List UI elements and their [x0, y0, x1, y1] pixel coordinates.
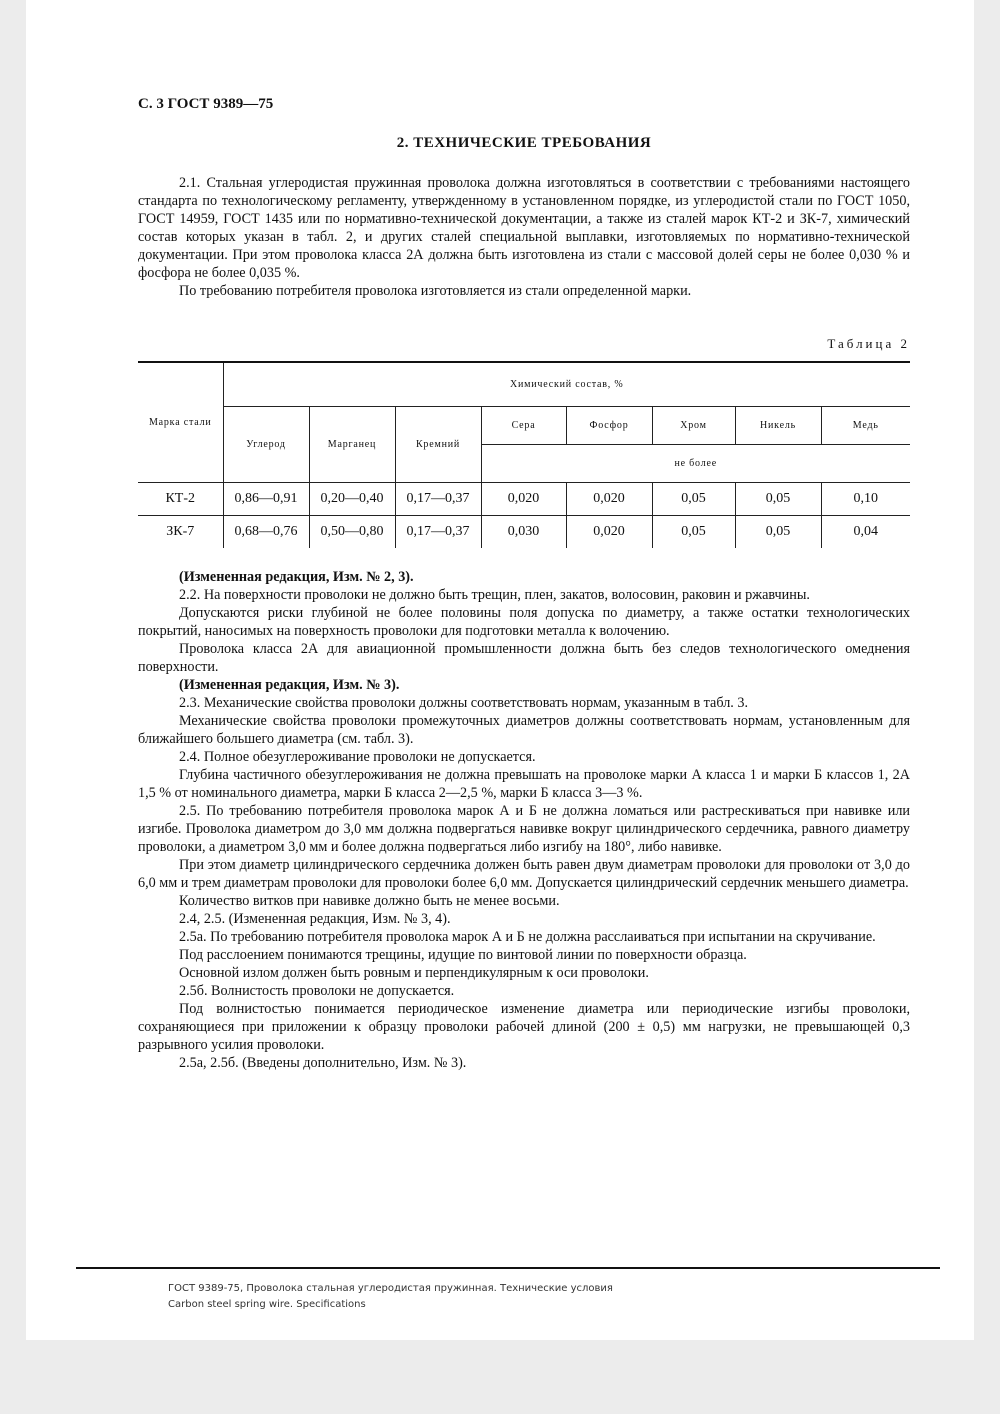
change-note: (Измененная редакция, Изм. № 2, 3). — [179, 569, 414, 585]
paragraph-turns: Количество витков при навивке должно быть не менее восьми. — [179, 893, 560, 909]
paragraph-customer-grade: По требованию потребителя проволока изготовляется из стали определенной марки. — [179, 283, 692, 299]
col-header-copper: Медь — [821, 406, 910, 444]
paragraph-2-2: 2.2. На поверхности проволоки не должно быть трещин, плен, закатов, волосовин, раковин и ржавчины. — [179, 587, 810, 603]
cell-nickel: 0,05 — [735, 515, 821, 548]
group-header-composition: Химический состав, % — [223, 362, 910, 406]
cell-chromium: 0,05 — [652, 482, 735, 515]
cell-steel: ЗК-7 — [138, 515, 223, 548]
change-note: (Измененная редакция, Изм. № 3). — [179, 677, 400, 693]
col-header-chromium: Хром — [652, 406, 735, 444]
page-header: С. 3 ГОСТ 9389—75 — [138, 96, 274, 112]
paragraph-scratches: Допускаются риски глубиной не более половины поля допуска по диаметру, а также остатки технологических покрытий, наносимых на поверхность проволоки для подготовки металла к волочению. — [138, 605, 910, 639]
col-header-silicon: Кремний — [395, 406, 481, 482]
table-row — [138, 515, 910, 548]
paragraph-delamination: Под расслоением понимаются трещины, идущие по винтовой линии по поверхности образца. — [179, 947, 747, 963]
cell-sulfur: 0,020 — [481, 482, 566, 515]
paragraph-2-4: 2.4. Полное обезуглероживание проволоки не допускается. — [179, 749, 536, 765]
footer-title-en: Carbon steel spring wire. Specifications — [168, 1299, 366, 1310]
col-header-manganese: Марганец — [309, 406, 395, 482]
paragraph-fracture: Основной излом должен быть ровным и перпендикулярным к оси проволоки. — [179, 965, 649, 981]
cell-chromium: 0,05 — [652, 515, 735, 548]
sub-header-max: не более — [481, 444, 910, 482]
col-header-phosphorus: Фосфор — [566, 406, 652, 444]
table-row — [138, 482, 910, 515]
paragraph-mandrel: При этом диаметр цилиндрического сердечника должен быть равен двум диаметрам проволоки для проволоки от 3,0 до 6,0 мм и трем диаметрам проволоки для проволоки более 6,0 мм. Допускается цилиндрический сердечник меньшего диаметра. — [138, 857, 910, 891]
cell-carbon: 0,86—0,91 — [223, 482, 309, 515]
col-header-sulfur: Сера — [481, 406, 566, 444]
footer-divider — [76, 1267, 940, 1269]
cell-nickel: 0,05 — [735, 482, 821, 515]
text-block-1 — [138, 174, 910, 300]
footer-title-ru: ГОСТ 9389-75, Проволока стальная углеродистая пружинная. Технические условия — [168, 1283, 613, 1294]
col-header-carbon: Углерод — [223, 406, 309, 482]
cell-sulfur: 0,030 — [481, 515, 566, 548]
cell-manganese: 0,20—0,40 — [309, 482, 395, 515]
cell-phosphorus: 0,020 — [566, 482, 652, 515]
cell-silicon: 0,17—0,37 — [395, 515, 481, 548]
cell-copper: 0,10 — [821, 482, 910, 515]
chemical-composition-table — [138, 361, 910, 548]
table-caption: Таблица 2 — [827, 336, 910, 351]
paragraph-2-3: 2.3. Механические свойства проволоки должны соответствовать нормам, указанным в табл. 3. — [179, 695, 749, 711]
text-block-2 — [138, 568, 910, 1072]
cell-phosphorus: 0,020 — [566, 515, 652, 548]
paragraph-2-5b: 2.5б. Волнистость проволоки не допускается. — [179, 983, 455, 999]
cell-steel: КТ-2 — [138, 482, 223, 515]
col-header-steel-grade: Марка стали — [138, 362, 223, 482]
paragraph-class-2a: Проволока класса 2А для авиационной промышленности должна быть без следов технологического омеднения поверхности. — [138, 641, 910, 675]
cell-copper: 0,04 — [821, 515, 910, 548]
paragraph-2-1: 2.1. Стальная углеродистая пружинная проволока должна изготовляться в соответствии с требованиями настоящего стандарта по технологическому регламенту, утвержденному в установленном порядке, из углеродистой стали по ГОСТ 1050, ГОСТ 14959, ГОСТ 1435 или по нормативно-технической документации, а также из сталей марок КТ-2 и ЗК-7, химический состав которых указан в табл. 2, и других сталей специальной выплавки, изготовляемых по нормативно-технической документации. При этом проволока класса 2А должна быть изготовлена из стали с массовой долей серы не более 0,030 % и фосфора не более 0,035 %. — [138, 175, 910, 281]
cell-manganese: 0,50—0,80 — [309, 515, 395, 548]
paragraph-waviness: Под волнистостью понимается периодическое изменение диаметра или периодические изгибы проволоки, сохраняющиеся при приложении к образцу проволоки рабочей длиной (200 ± 0,5) мм нагрузки, не превышающей 0,3 разрывного усилия проволоки. — [138, 1001, 910, 1053]
paragraph-2-5a: 2.5а. По требованию потребителя проволока марок А и Б не должна расслаиваться при испытании на скручивание. — [179, 929, 876, 945]
cell-carbon: 0,68—0,76 — [223, 515, 309, 548]
cell-silicon: 0,17—0,37 — [395, 482, 481, 515]
paragraph-2-5: 2.5. По требованию потребителя проволока марок А и Б не должна ломаться или растрескиваться при навивке или изгибе. Проволока диаметром до 3,0 мм должна подвергаться навивке вокруг цилиндрического сердечника, равного диаметру проволоки, а диаметром 3,0 мм и более должна подвергаться либо изгибу на 180°, либо навивке. — [138, 803, 910, 855]
change-note: 2.5а, 2.5б. (Введены дополнительно, Изм. № 3). — [179, 1055, 467, 1071]
col-header-nickel: Никель — [735, 406, 821, 444]
change-note: 2.4, 2.5. (Измененная редакция, Изм. № 3, 4). — [179, 911, 451, 927]
section-title: 2. ТЕХНИЧЕСКИЕ ТРЕБОВАНИЯ — [396, 135, 652, 151]
paragraph-intermediate-diameters: Механические свойства проволоки промежуточных диаметров должны соответствовать нормам, установленным для ближайшего большего диаметра (см. табл. 3). — [138, 713, 910, 747]
paragraph-partial-decarburization: Глубина частичного обезуглероживания не должна превышать на проволоке марки А класса 1 и марки Б классов 1, 2А 1,5 % от номинального диаметра, марки Б класса 2—2,5 %, марки Б класса 3—3 %. — [138, 767, 910, 801]
